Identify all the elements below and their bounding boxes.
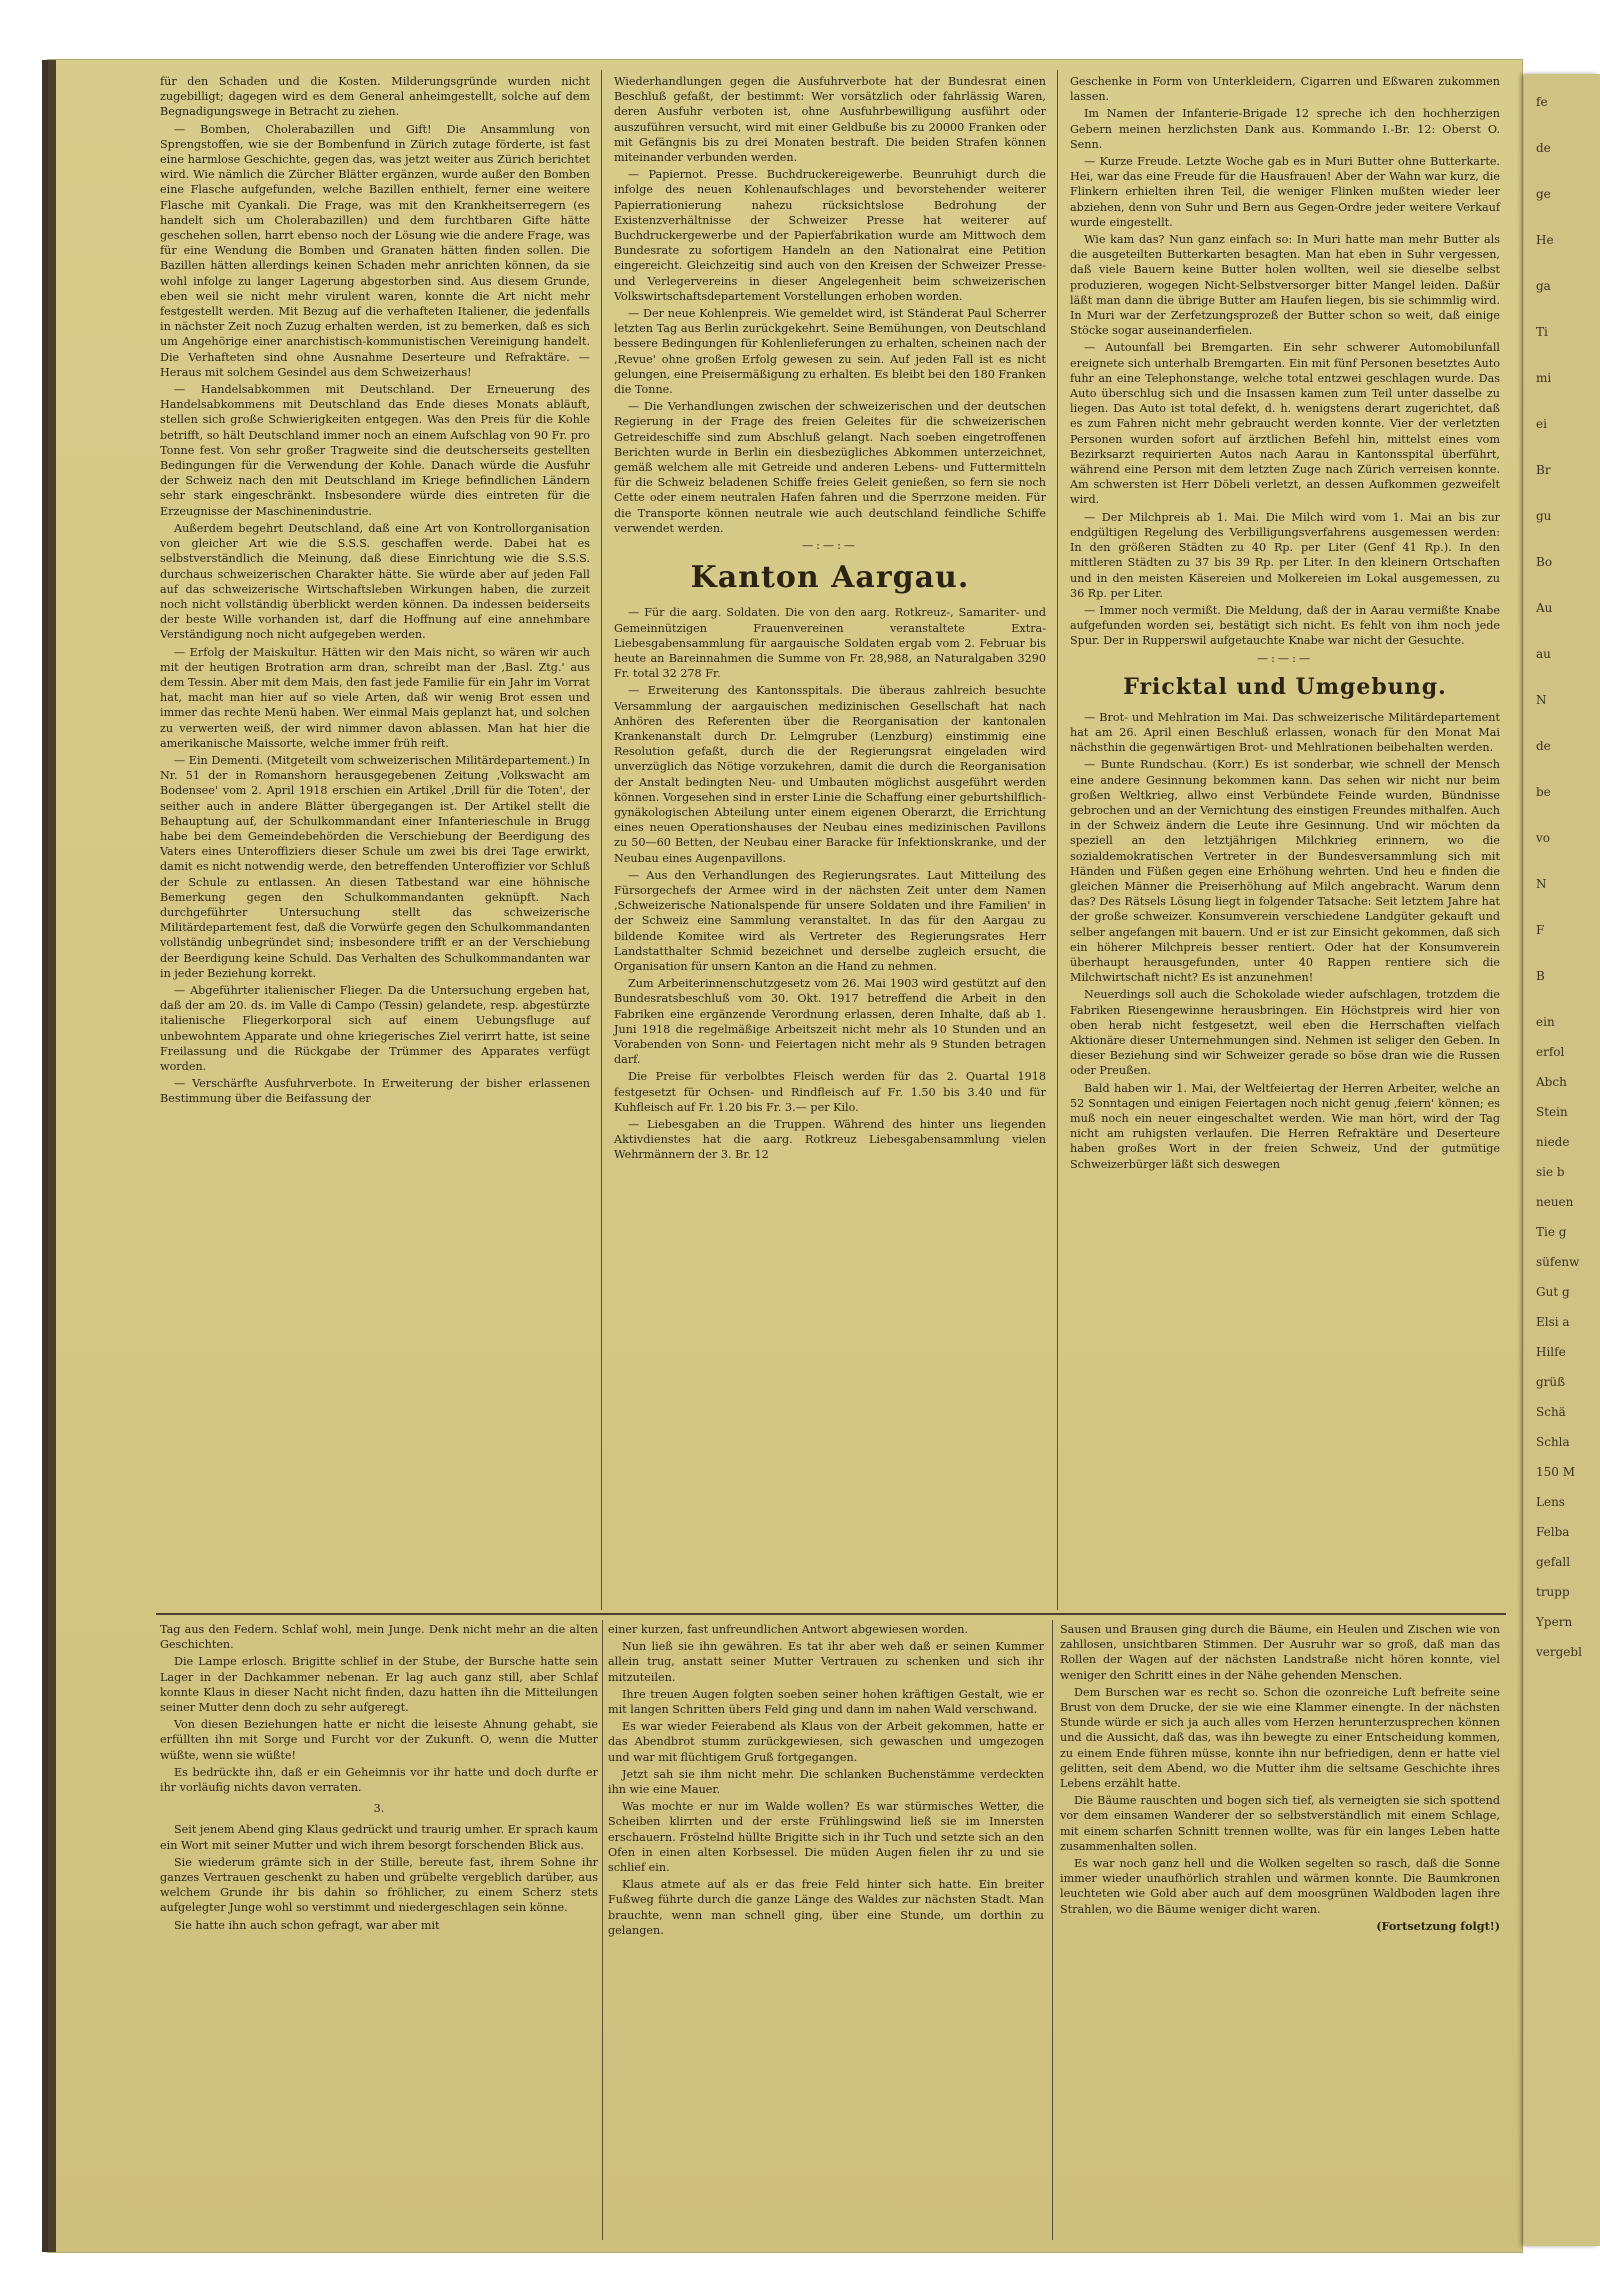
continuation-note: (Fortsetzung folgt!) bbox=[1376, 1918, 1500, 1933]
article-paragraph: Neuerdings soll auch die Schokolade wieder aufschlagen, trotzdem die Fabriken Riesengewinne herausbringen. Ein Höchstpreis wird hier von oben herab nicht festgesetzt, weil eben die Herrschaften vielfach Aktionäre dieser Unternehmungen sind. Nehmen ist seliger den Geben. In dieser Beziehung sind wir Schweizer gerade so böse dran wie die Russen oder Preußen. bbox=[1070, 988, 1500, 1078]
adjacent-page-fragment: Hilfe bbox=[1536, 1345, 1566, 1359]
article-paragraph: — Aus den Verhandlungen des Regierungsrates. Laut Mitteilung des Fürsorgechefs der Armee wird in der nächsten Zeit unter dem Namen ‚Schweizerische Nationalspende für unsere Soldaten und ihre Familien' in der Schweiz eine Sammlung veranstaltet. In das für den Aargau zu bildende Komitee wird als Vertreter des Regierungsrates Herr Landstatthalter Schmid bezeichnet und derselbe zugleich ersucht, die Organisation für unsern Kanton an die Hand zu nehmen. bbox=[614, 868, 1046, 973]
article-paragraph: Zum Arbeiterinnenschutzgesetz vom 26. Mai 1903 wird gestützt auf den Bundesratsbeschluß vom 30. Okt. 1917 betreffend die Arbeit in den Fabriken eine ergänzende Verordnung erlassen, deren Inhalte, daß ab 1. Juni 1918 die regelmäßige Arbeitszeit nicht mehr als 10 Stunden und an Vorabenden von Sonn- und Feiertagen nicht mehr als 9 Stunden betragen darf. bbox=[614, 977, 1046, 1067]
adjacent-page-edge bbox=[1524, 74, 1600, 2246]
adjacent-page-fragment: de bbox=[1536, 141, 1551, 155]
article-paragraph: — Kurze Freude. Letzte Woche gab es in Muri Butter ohne Butterkarte. Hei, war das eine Freude für die Hausfrauen! Aber der Wahn war kurz, die Flinkern erhielten ihren Teil, die weniger Flinken mußten wieder leer abziehen, denn von Suhr und Bern aus Gegen-Ordre jeder weitere Verkauf wurde eingestellt. bbox=[1070, 155, 1500, 229]
article-paragraph: Wie kam das? Nun ganz einfach so: In Muri hatte man mehr Butter als die ausgeteilten Butterkarten besagten. Man hat eben in Suhr vergessen, daß viele Bauern keine Butter holen wollten, weil sie dieselbe selbst produzieren, wogegen Nicht-Selbstversorger bitter Mangel leiden. Daßür läßt man dann die übrige Butter am Haufen liegen, bis sie schimmlig wird. In Muri war der Zerfetzungsprozeß der Butter schon so weit, daß einige Stöcke sogar auseinanderfielen. bbox=[1070, 233, 1500, 338]
story-paragraph: Jetzt sah sie ihm nicht mehr. Die schlanken Buchenstämme verdeckten ihn wie eine Mauer. bbox=[608, 1767, 1044, 1797]
adjacent-page-fragment: Tie g bbox=[1536, 1225, 1567, 1239]
adjacent-page-fragment: Ti bbox=[1536, 325, 1548, 339]
article-paragraph: — Liebesgaben an die Truppen. Während des hinter uns liegenden Aktivdienstes hat die aarg. Rotkreuz Liebesgabensammlung vielen Wehrmännern der 3. Br. 12 bbox=[614, 1118, 1046, 1162]
feuilleton-column-3 bbox=[1060, 1622, 1500, 1934]
adjacent-page-fragment: Au bbox=[1536, 601, 1553, 615]
story-paragraph: Sie hatte ihn auch schon gefragt, war aber mit bbox=[174, 1918, 440, 1932]
section-heading-fricktal: Fricktal und Umgebung. bbox=[1123, 673, 1447, 700]
adjacent-page-fragment: grüß bbox=[1536, 1375, 1566, 1389]
adjacent-page-fragment: Abch bbox=[1536, 1075, 1567, 1089]
adjacent-page-fragment: N bbox=[1536, 693, 1547, 707]
column-rule bbox=[1057, 70, 1058, 1610]
story-paragraph: Tag aus den Federn. Schlaf wohl, mein Junge. Denk nicht mehr an die alten Geschichten. bbox=[160, 1623, 598, 1652]
column-1 bbox=[160, 74, 590, 1109]
adjacent-page-fragment: ga bbox=[1536, 279, 1551, 293]
adjacent-page-fragment: trupp bbox=[1536, 1585, 1570, 1599]
article-paragraph: — Brot- und Mehlration im Mai. Das schweizerische Militärdepartement hat am 26. April einen Beschluß erlassen, wonach für den Monat Mai nächsthin die gegenwärtigen Brot- und Mehlrationen beibehalten werden. bbox=[1070, 710, 1500, 755]
article-paragraph: — Der neue Kohlenpreis. Wie gemeldet wird, ist Ständerat Paul Scherrer letzten Tag aus Berlin zurückgekehrt. Seine Bemühungen, von Deutschland bessere Bedingungen für Kohlenlieferungen zu erhalten, scheinen nach der ‚Revue' ohne großen Erfolg gewesen zu sein. Auf jeden Fall ist es nicht gelungen, eine Preisermäßigung zu erhalten. Es bleibt bei den 180 Franken die Tonne. bbox=[614, 307, 1046, 397]
column-rule bbox=[601, 70, 602, 1610]
adjacent-page-fragment: Ypern bbox=[1536, 1615, 1573, 1629]
story-paragraph: Es war noch ganz hell und die Wolken segelten so rasch, daß die Sonne immer wieder unaufhörlich strahlen und wärmen konnte. Die Baumkronen leuchteten wie Gold aber auch auf dem moosgrünen Waldboden lagen ihre Strahlen, wo die Bäume weniger dicht waren. bbox=[1060, 1857, 1500, 1916]
newspaper-page bbox=[48, 60, 1522, 2252]
story-paragraph: Es bedrückte ihn, daß er ein Geheimnis vor ihr hatte und doch durfte er ihr vorläufig nichts davon verraten. bbox=[160, 1765, 598, 1795]
adjacent-page-fragment: au bbox=[1536, 647, 1551, 661]
article-paragraph: Im Namen der Infanterie-Brigade 12 spreche ich den hochherzigen Gebern meinen herzlichsten Dank aus. Kommando I.-Br. 12: Oberst O. Senn. bbox=[1070, 107, 1500, 151]
adjacent-page-fragment: vergebl bbox=[1536, 1645, 1582, 1659]
article-paragraph: — Abgeführter italienischer Flieger. Da die Untersuchung ergeben hat, daß der am 20. ds. im Valle di Campo (Tessin) gelandete, resp. abgestürzte italienische Fliegerkorporal sich auf einem Uebungsfluge auf unbewohntem Apparate und ohne kriegerisches Ziel verirrt hatte, ist seine Freilassung und die Rückgabe der Trümmer des Apparates verfügt worden. bbox=[160, 983, 590, 1073]
adjacent-page-fragment: N bbox=[1536, 877, 1547, 891]
article-paragraph: für den Schaden und die Kosten. Milderungsgründe wurden nicht zugebilligt; dagegen wird es dem General anheimgestellt, solche auf dem Begnadigungswege in Betracht zu ziehen. bbox=[160, 75, 590, 119]
story-paragraph: einer kurzen, fast unfreundlichen Antwort abgewiesen worden. bbox=[608, 1623, 969, 1636]
adjacent-page-fragment: Schla bbox=[1536, 1435, 1570, 1449]
story-paragraph: Die Lampe erlosch. Brigitte schlief in der Stube, der Bursche hatte sein Lager in der Dachkammer nebenan. Er lag auch ganz still, aber Schlaf konnte Klaus in dieser Nacht nicht finden, dazu hatten ihn die Mitteilungen seiner Mutter denn doch zu sehr aufgeregt. bbox=[160, 1655, 598, 1715]
article-paragraph: — Papiernot. Presse. Buchdruckereigewerbe. Beunruhigt durch die infolge des neuen Kohlenaufschlages und bevorstehender weiterer Papierrationierung nahezu rücksichtslose Bedrohung der Existenzverhältnisse der Schweizer Presse hat weiterer auf Buchdruckergewerbe und der Papierfabrikation wurde am Mittwoch dem Bundesrate zu sofortigem Handeln an den Nationalrat eine Petition eingereicht. Gleichzeitig sind auch von den Kreisen der Schweizer Presse- und Verlegervereins in dieser Angelegenheit beim schweizerischen Volkswirtschaftsdepartement Vorstellungen erhoben worden. bbox=[614, 168, 1046, 303]
adjacent-page-fragment: Felba bbox=[1536, 1525, 1570, 1539]
story-paragraph: Nun ließ sie ihn gewähren. Es tat ihr aber weh daß er seinen Kummer allein trug, anstatt seiner Mutter Vertrauen zu schenken und sich ihr mitzuteilen. bbox=[608, 1640, 1044, 1684]
feuilleton-column-1 bbox=[160, 1622, 598, 1935]
story-paragraph: Seit jenem Abend ging Klaus gedrückt und traurig umher. Er sprach kaum ein Wort mit seiner Mutter und wich ihrem besorgt forschenden Blick aus. bbox=[160, 1823, 598, 1852]
story-paragraph: Von diesen Beziehungen hatte er nicht die leiseste Ahnung gehabt, sie erfüllten ihn mit Sorge und Furcht vor der Zukunft. O, wenn die Mutter wüßte, wenn sie wüßte! bbox=[160, 1718, 598, 1762]
adjacent-page-fragment: gefall bbox=[1536, 1555, 1571, 1569]
article-paragraph: — Autounfall bei Bremgarten. Ein sehr schwerer Automobilunfall ereignete sich unterhalb Bremgarten. Ein mit fünf Personen besetztes Auto fuhr an eine Telephonstange, welche total entzwei geschlagen wurde. Das Auto überschlug sich und die Insassen kamen zum Teil unter dasselbe zu liegen. Das Auto ist total defekt, d. h. wenigstens derart zugerichtet, daß es zum Fahren nicht mehr gebraucht werden konnte. Vier der verletzten Personen wurden sofort auf ärztlichen Befehl hin, mittelst eines vom Bezirksarzt requirierten Autos nach Aarau in Kantonsspital überführt, während eine Person mit dem letzten Zuge nach Zürich verreisen konnte. Am schwersten ist Herr Döbeli verletzt, an dessen Aufkommen gezweifelt wird. bbox=[1070, 341, 1500, 507]
adjacent-page-fragment: be bbox=[1536, 785, 1551, 799]
section-separator: —:—:— bbox=[1256, 651, 1314, 665]
section-heading-aargau: Kanton Aargau. bbox=[690, 560, 970, 596]
adjacent-page-fragment: mi bbox=[1536, 371, 1552, 385]
column-rule bbox=[602, 1620, 603, 2240]
article-paragraph: — Verschärfte Ausfuhrverbote. In Erweiterung der bisher erlassenen Bestimmung über die Beifassung der bbox=[160, 1077, 590, 1106]
adjacent-page-fragment: niede bbox=[1536, 1135, 1570, 1149]
adjacent-page-fragment: süfenw bbox=[1536, 1255, 1580, 1269]
section-separator: —:—:— bbox=[801, 539, 859, 553]
article-paragraph: — Erweiterung des Kantonsspitals. Die überaus zahlreich besuchte Versammlung der aargauischen medizinischen Gesellschaft hat nach Anhören des Referenten über die Reorganisation der kantonalen Krankenanstalt durch Dr. Lelmgruber (Lenzburg) einstimmig eine Resolution gefaßt, durch die der Regierungsrat eingeladen wird unverzüglich das Nötige vorzukehren, damit die durch die Reorganisation der Anstalt bedingten Neu- und Umbauten möglichst ausgeführt werden können. Vorgesehen sind in erster Linie die Schaffung einer geburtshilflich-gynäkologischen Abteilung unter einem eigenen Oberarzt, die Errichtung eines neuen Operationshauses der Neubau eines medizinischen Pavillons zu 50—60 Betten, der Neubau einer Baracke für Infektionskranke, und der Neubau eines Augenpavillons. bbox=[614, 684, 1046, 865]
story-paragraph: Was mochte er nur im Walde wollen? Es war stürmisches Wetter, die Scheiben klirrten und der erste Frühlingswind ließ sie im Innersten erschauern. Fröstelnd hüllte Brigitte sich in ihr Tuch und setzte sich an den Ofen in einen alten Korbsessel. Die müden Augen fielen ihr zu und sie schlief ein. bbox=[608, 1800, 1044, 1875]
chapter-number: 3. bbox=[373, 1802, 385, 1816]
story-paragraph: Sausen und Brausen ging durch die Bäume, ein Heulen und Zischen wie von zahllosen, unsichtbaren Stimmen. Der Ausruhr war so groß, daß man das Rollen der Wagen auf der nächsten Landstraße nicht hören konnte, viel weniger den Schritt eines in der Nähe gehenden Menschen. bbox=[1060, 1623, 1500, 1682]
adjacent-page-fragment: sie b bbox=[1536, 1165, 1565, 1179]
adjacent-page-fragment: erfol bbox=[1536, 1045, 1565, 1059]
adjacent-page-fragment: 150 M bbox=[1536, 1465, 1576, 1479]
adjacent-page-fragment: Elsi a bbox=[1536, 1315, 1570, 1329]
article-paragraph: — Immer noch vermißt. Die Meldung, daß der in Aarau vermißte Knabe aufgefunden worden sei, bestätigt sich nicht. Es fehlt von ihm noch jede Spur. Der in Rupperswil aufgetauchte Knabe war nicht der Gesuchte. bbox=[1070, 603, 1500, 648]
story-paragraph: Dem Burschen war es recht so. Schon die ozonreiche Luft befreite seine Brust von dem Drucke, der sie wie eine Klammer einengte. In der nächsten Stunde würde er sich ja auch alles vom Herzen herunterzusprechen können und die Aussicht, daß das, was ihn bewegte zu einer Entscheidung kommen, zu einem Ende führen müsse, konnte ihn nur befriedigen, denn er hatte viel gelitten, seit dem Abend, wo die Mutter ihm die seltsame Geschichte ihres Lebens erzählt hatte. bbox=[1060, 1685, 1500, 1791]
adjacent-page-fragment: F bbox=[1536, 923, 1545, 937]
column-3 bbox=[1070, 74, 1500, 1174]
adjacent-page-fragments bbox=[1524, 74, 1600, 1660]
book-spine bbox=[48, 60, 56, 2252]
article-paragraph: — Erfolg der Maiskultur. Hätten wir den Mais nicht, so wären wir auch mit der heutigen Brotration arm dran, schreibt man der ‚Basl. Ztg.' aus dem Tessin. Aber mit dem Mais, den fast jede Familie für ein Jahr im Vorrat hat, macht man hier auf so viele Arten, daß wir wenig Brot essen und immer das rechte Menü haben. Wer einmal Mais geplanzt hat, und solchen zu verwerten weiß, der wird nimmer davon ablassen. Man hat hier die amerikanische Maissorte, welche immer früh reift. bbox=[160, 645, 590, 750]
feuilleton-rule bbox=[156, 1613, 1506, 1615]
article-paragraph: — Ein Dementi. (Mitgeteilt vom schweizerischen Militärdepartement.) In Nr. 51 der in Romanshorn herausgegebenen Zeitung ‚Volkswacht am Bodensee' vom 2. April 1918 erschien ein Artikel ‚Drill für die Toten', der seither auch in andere Blätter übergegangen ist. Der Artikel stellt die Behauptung auf, der Schulkommandant einer Infanterieschule in Brugg habe bei dem Gemeindebehörden die Verschiebung der Beerdigung des Vaters eines Unteroffiziers dieser Schule um zwei bis drei Tage erwirkt, damit es nicht notwendig werde, den betreffenden Unteroffizier vor Schluß der Schule zu entlassen. An diesen Tatbestand war eine höhnische Bemerkung gegen den Schulkommandanten geknüpft. Nach durchgeführter Untersuchung stellt das schweizerische Militärdepartement fest, daß die Vorwürfe gegen den Schulkommandanten vollständig unbegründet sind; insbesondere trifft er an der Verschiebung der Beerdigung keine Schuld. Das Verhalten des Schulkommandanten war in jeder Beziehung korrekt. bbox=[160, 753, 590, 980]
adjacent-page-fragment: ei bbox=[1536, 417, 1547, 431]
adjacent-page-fragment: Lens bbox=[1536, 1495, 1565, 1509]
feuilleton-column-2 bbox=[608, 1622, 1044, 1940]
article-paragraph: — Der Milchpreis ab 1. Mai. Die Milch wird vom 1. Mai an bis zur endgültigen Regelung des Verbilligungsverfahrens ausgemessen werden: In den größeren Städten zu 40 Rp. per Liter (Genf 41 Rp.). In den mittleren Städten zu 37 bis 39 Rp. per Liter. In den kleinern Ortschaften und in den meisten Käsereien und Molkereien im Lokal ausgemessen, zu 36 Rp. per Liter. bbox=[1070, 510, 1500, 600]
article-paragraph: — Bomben, Cholerabazillen und Gift! Die Ansammlung von Sprengstoffen, wie sie der Bombenfund in Zürich zutage förderte, ist fast eine harmlose Geschichte, gegen das, was jetzt weiter aus Zürich berichtet wird. Wie nämlich die Zürcher Blätter ergänzen, wurde außer den Bomben eine Flasche aufgefunden, welche Bazillen enthielt, ferner eine weitere Flasche mit Cyankali. Die Frage, was mit den Krankheitserregern (es handelt sich um Cholerabazillen) und dem furchtbaren Gifte hätte geschehen sollen, harrt ebenso noch der Lösung wie die andere Frage, was für eine Wendung die Bomben und Granaten hätten finden sollen. Die Bazillen hätten allerdings keinen Schaden mehr anrichten können, da sie wohl infolge zu langer Lagerung abgestorben sind. Aus diesem Grunde, eben weil sie nicht mehr virulent waren, konnte die Art nicht mehr festgestellt werden. Mit Bezug auf die verhafteten Italiener, die jedenfalls in nächster Zeit noch Zuzug erhalten werden, ist zu bemerken, daß es sich um Angehörige einer anarchistisch-kommunistischen Vereinigung handelt. Die Verhafteten sind ohne Ausnahme Deserteure und Refraktäre. — Heraus mit solchem Gesindel aus dem Schweizerhaus! bbox=[160, 122, 590, 379]
adjacent-page-fragment: vo bbox=[1536, 831, 1551, 845]
adjacent-page-fragment: B bbox=[1536, 969, 1545, 983]
adjacent-page-fragment: de bbox=[1536, 739, 1551, 753]
article-paragraph: — Handelsabkommen mit Deutschland. Der Erneuerung des Handelsabkommens mit Deutschland das Ende dieses Monats abläuft, stellen sich große Schwierigkeiten entgegen. Was den Preis für die Kohle betrifft, so hält Deutschland immer noch an einem Aufschlag von 90 Fr. pro Tonne fest. Von sehr großer Tragweite sind die deutscherseits gestellten Bedingungen für die Verwendung der Kohle. Danach würde die Ausfuhr der Schweiz nach den mit Deutschland im Kriege befindlichen Ländern sehr stark eingeschränkt. Insbesondere würde dies eintreten für die Erzeugnisse der Maschinenindustrie. bbox=[160, 383, 590, 518]
article-paragraph: Geschenke in Form von Unterkleidern, Cigarren und Eßwaren zukommen lassen. bbox=[1070, 75, 1500, 104]
adjacent-page-fragment: Bo bbox=[1536, 555, 1553, 569]
story-paragraph: Ihre treuen Augen folgten soeben seiner hohen kräftigen Gestalt, wie er mit langen Schritten übers Feld ging und dann im nahen Wald verschwand. bbox=[608, 1687, 1044, 1717]
article-paragraph: Die Preise für verbolbtes Fleisch werden für das 2. Quartal 1918 festgesetzt für Ochsen- und Rindfleisch auf Fr. 1.50 bis 3.40 und für Kuhfleisch auf Fr. 1.20 bis Fr. 3.— per Kilo. bbox=[614, 1070, 1046, 1114]
article-paragraph: Wiederhandlungen gegen die Ausfuhrverbote hat der Bundesrat einen Beschluß gefaßt, der bestimmt: Wer vorsätzlich oder fahrlässig Waren, deren Ausfuhr verboten ist, ohne Ausfuhrbewilligung ausführt oder auszuführen versucht, wird mit einer Geldbuße bis zu 20000 Franken oder mit Gefängnis bis zu drei Monaten bestraft. Die beiden Strafen können miteinander verbunden werden. bbox=[614, 75, 1046, 165]
adjacent-page-fragment: neuen bbox=[1536, 1195, 1574, 1209]
adjacent-page-fragment: ge bbox=[1536, 187, 1551, 201]
article-paragraph: — Für die aarg. Soldaten. Die von den aarg. Rotkreuz-, Samariter- und Gemeinnützigen Frauenvereinen veranstaltete Extra-Liebesgabensammlung für aargauische Soldaten ergab vom 2. Februar bis heute an Bareinnahmen die Summe von Fr. 28,988, an Naturalgaben 3290 Fr. total 32 278 Fr. bbox=[614, 606, 1046, 681]
column-rule bbox=[1052, 1620, 1053, 2240]
adjacent-page-fragment: Schä bbox=[1536, 1405, 1566, 1419]
adjacent-page-fragment: gu bbox=[1536, 509, 1552, 523]
column-2 bbox=[614, 74, 1046, 1165]
adjacent-page-fragment: fe bbox=[1536, 95, 1548, 109]
article-paragraph: — Bunte Rundschau. (Korr.) Es ist sonderbar, wie schnell der Mensch eine andere Gesinnung bekommen kann. Das sehen wir nicht nur beim großen Weltkrieg, allwo einst Verbündete Feinde wurden, Bündnisse gebrochen und an der Vernichtung des einstigen Freundes mithalfen. Auch in der Schweiz ändern die Leute ihre Gesinnung. Und wir möchten da speziell an den letztjährigen Milchkrieg erinnern, wo die sozialdemokratischen Vertreter in der Bundesversammlung sich mit Händen und Füßen gegen eine Erhöhung wehrten. Und heu e finden die gleichen Männer die Preiserhöhung auf Milch angebracht. Warum denn das? Des Rätsels Lösung liegt in folgender Tatsache: Seit letztem Jahre hat der große schweizer. Konsumverein verschiedene Landgüter gekauft und selber angefangen mit bauern. Und er ist zur Einsicht gekommen, daß sich ein höherer Milchpreis besser rentiert. Oder hat der Konsumverein überhaupt herausgefunden, unter 40 Rappen rentiere sich die Milchwirtschaft nicht? Es ist anzunehmen! bbox=[1070, 758, 1500, 985]
adjacent-page-fragment: Gut g bbox=[1536, 1285, 1570, 1299]
story-paragraph: Die Bäume rauschten und bogen sich tief, als verneigten sie sich spottend vor dem einsamen Wanderer der so selbstverständlich mit einem Schlage, mit einem scharfen Schnitt trennen wollte, was für ein langes Leben hatte zusammenhalten sollen. bbox=[1060, 1794, 1500, 1853]
adjacent-page-fragment: Br bbox=[1536, 463, 1551, 477]
adjacent-page-fragment: ein bbox=[1536, 1015, 1555, 1029]
article-paragraph: Außerdem begehrt Deutschland, daß eine Art von Kontrollorganisation von gleicher Art wie die S.S.S. geschaffen werde. Dabei hat es selbstverständlich die Meinung, daß diese Einrichtung wie die S.S.S. durchaus schweizerischen Charakter hätte. Sie würde aber auf jeden Fall auf das schweizerische Wirtschaftsleben Wirkungen haben, die zurzeit noch nicht vollständig überblickt werden können. Da indessen beiderseits der beste Wille vorhanden ist, darf die Hoffnung auf eine annehmbare Verständigung noch nicht aufgegeben werden. bbox=[160, 521, 590, 642]
adjacent-page-fragment: He bbox=[1536, 233, 1554, 247]
adjacent-page-fragment: Stein bbox=[1536, 1105, 1568, 1119]
article-paragraph: — Die Verhandlungen zwischen der schweizerischen und der deutschen Regierung in der Frage des freien Geleites für die schweizerischen Getreideschiffe sind zum Abschluß gelangt. Nach soeben eingetroffenen Berichten wurde in Berlin ein diesbezügliches Abkommen unterzeichnet, gemäß welchem alle mit Getreide und anderen Lebens- und Futtermitteln für die Schweiz beladenen Schiffe freies Geleit genießen, so fern sie noch Cette oder einem neutralen Hafen fahren und die Sperrzone meiden. Für die Transporte können neutrale wie auch deutschland feindliche Schiffe verwendet werden. bbox=[614, 400, 1046, 535]
story-paragraph: Sie wiederum grämte sich in der Stille, bereute fast, ihrem Sohne ihr ganzes Vertrauen geschenkt zu haben und grübelte vergeblich darüber, aus welchem Grunde ihr bis dahin so fröhlicher, zu einem Scherz stets aufgelegter Junge wohl so verstimmt und niedergeschlagen sein könne. bbox=[160, 1855, 598, 1915]
story-paragraph: Es war wieder Feierabend als Klaus von der Arbeit gekommen, hatte er das Abendbrot stumm zurückgewiesen, sich gewaschen und umgezogen und war mit flüchtigem Gruß fortgegangen. bbox=[608, 1720, 1044, 1764]
article-paragraph: Bald haben wir 1. Mai, der Weltfeiertag der Herren Arbeiter, welche an 52 Sonntagen und einigen Feiertagen noch nicht genug ‚feiern' können; es muß noch ein neuer eingeschaltet werden. Wie man hört, wird der Tag nicht am ruhigsten verlaufen. Die Herren Refraktäre und Deserteure haben großes Wort in der freien Schweiz, Und der gutmütige Schweizerbürger läßt sich deswegen bbox=[1070, 1081, 1500, 1171]
story-paragraph: Klaus atmete auf als er das freie Feld hinter sich hatte. Ein breiter Fußweg führte durch die ganze Länge des Waldes zur nächsten Stadt. Man brauchte, wenn man schnell ging, über eine Stunde, um dorthin zu gelangen. bbox=[608, 1878, 1044, 1937]
